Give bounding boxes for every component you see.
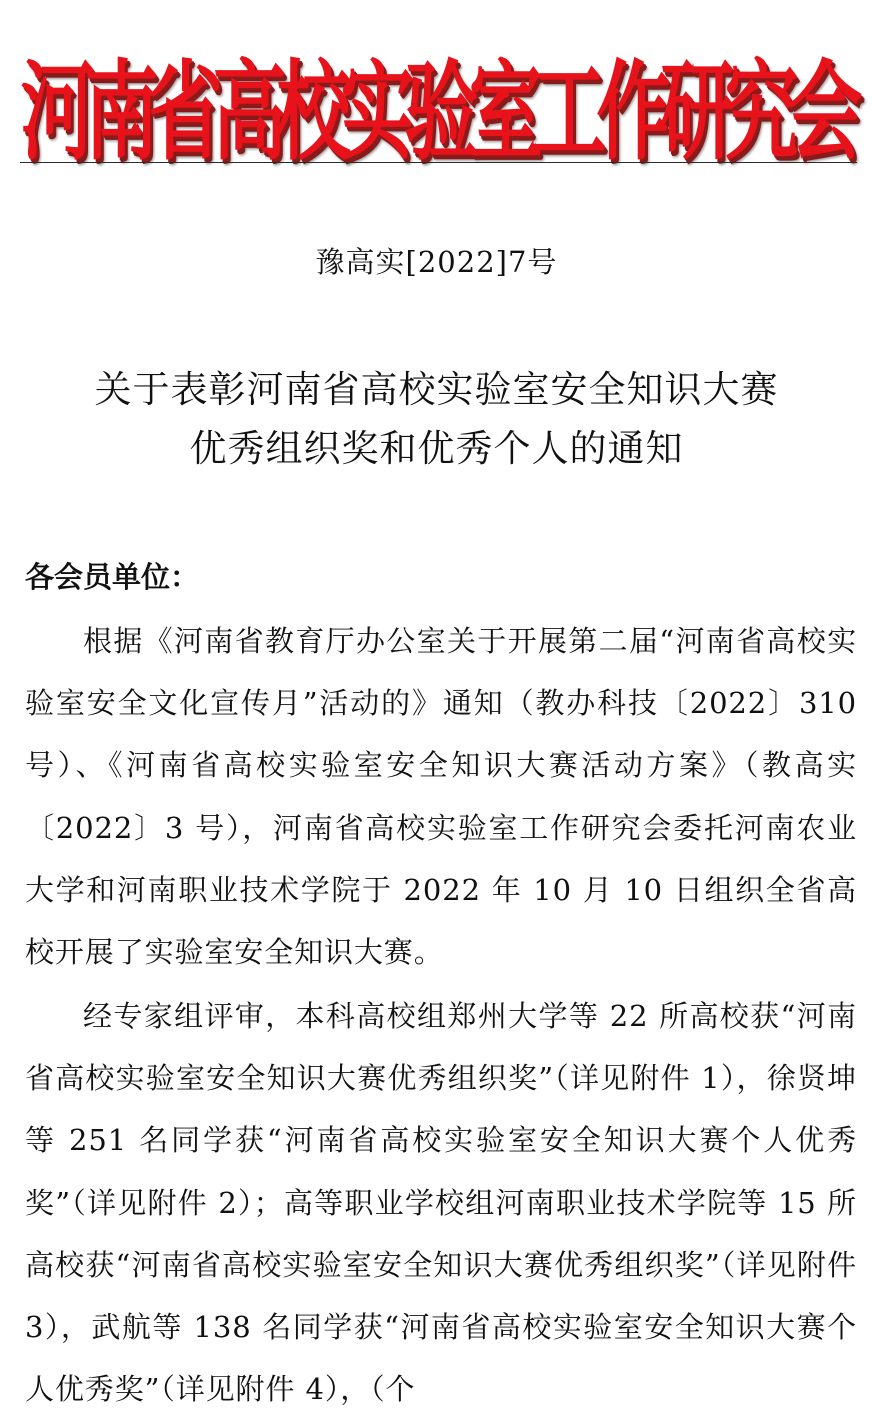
document-title-line-1: 关于表彰河南省高校实验室安全知识大赛 [94, 368, 779, 411]
body-paragraph-1: 根据《河南省教育厅办公室关于开展第二届“河南省高校实验室安全文化宣传月”活动的》通知（教办科技〔2022〕310 号）、《河南省高校实验室安全知识大赛活动方案》（教高实〔2022〕3 号），河南省高校实验室工作研究会委托河南农业大学和河南职业技术学院于 2022 年 10 月 10 日组织全省高校开展了实验室安全知识大赛。 [25, 624, 857, 970]
organization-header-title: 河南省高校实验室工作研究会 [20, 50, 853, 176]
header-divider [20, 162, 857, 163]
document-title-line-2: 优秀组织奖和优秀个人的通知 [189, 427, 684, 470]
body-paragraph-2: 经专家组评审，本科高校组郑州大学等 22 所高校获“河南省高校实验室安全知识大赛优秀组织奖”（详见附件 1），徐贤坤等 251 名同学获“河南省高校实验室安全知识大赛个人优秀奖”（详见附件 2）；高等职业学校组河南职业技术学院等 15 所高校获“河南省高校实验室安全知识大赛优秀组织奖”（详见附件 3），武航等 138 名同学获“河南省高校实验室安全知识大赛个人优秀奖”（详见附件 4），（个 [25, 999, 857, 1407]
document-title [0, 360, 873, 478]
salutation: 各会员单位： [25, 560, 200, 594]
document-number: 豫高实[2022]7号 [315, 245, 558, 279]
